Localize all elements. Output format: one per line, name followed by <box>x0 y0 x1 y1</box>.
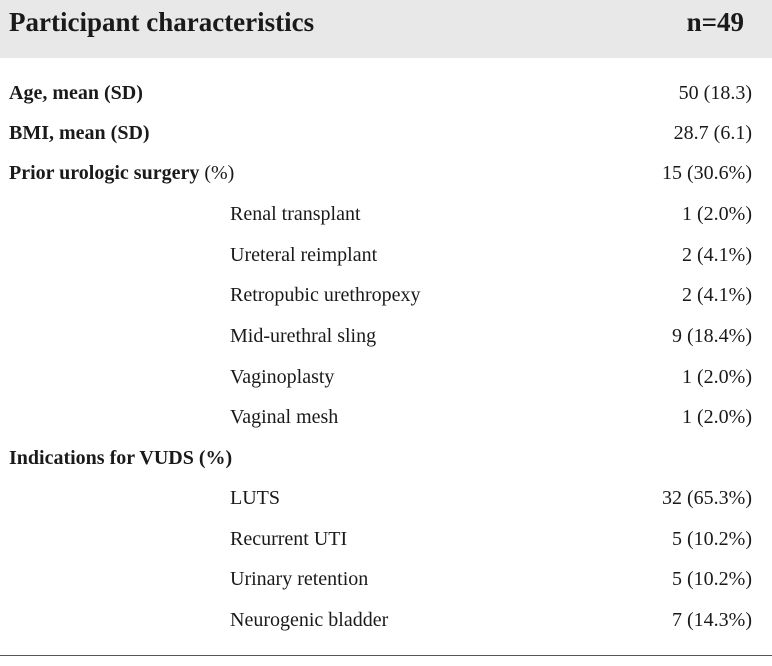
row-value: 2 (4.1%) <box>682 244 752 266</box>
row-value: 7 (14.3%) <box>672 609 752 631</box>
row-value: 9 (18.4%) <box>672 325 752 347</box>
table-row <box>0 397 772 438</box>
table-row <box>0 478 772 519</box>
row-label: Renal transplant <box>230 203 361 225</box>
header-sample-size: n=49 <box>686 7 744 37</box>
row-label: Vaginoplasty <box>230 366 335 388</box>
row-value: 5 (10.2%) <box>672 528 752 550</box>
table-row <box>0 438 772 479</box>
row-value: 1 (2.0%) <box>682 203 752 225</box>
row-label: Retropubic urethropexy <box>230 284 421 306</box>
table-row <box>0 113 772 154</box>
table-row <box>0 153 772 194</box>
row-value: 32 (65.3%) <box>662 487 752 509</box>
row-label: Ureteral reimplant <box>230 244 378 266</box>
row-label: Recurrent UTI <box>230 528 348 550</box>
table-row <box>0 194 772 235</box>
row-label: Indications for VUDS (%) <box>9 447 233 469</box>
row-label: Mid-urethral sling <box>230 325 377 347</box>
row-label: Urinary retention <box>230 568 369 590</box>
row-label: Age, mean (SD) <box>9 82 143 104</box>
row-label: LUTS <box>230 487 280 509</box>
row-label: Vaginal mesh <box>230 406 339 428</box>
table-row <box>0 357 772 398</box>
row-value: 1 (2.0%) <box>682 366 752 388</box>
table-row <box>0 235 772 276</box>
row-label: BMI, mean (SD) <box>9 122 150 144</box>
table-row <box>0 559 772 600</box>
table-row <box>0 73 772 114</box>
row-value: 50 (18.3) <box>678 82 752 104</box>
row-value: 15 (30.6%) <box>662 162 752 184</box>
table-row <box>0 316 772 357</box>
row-value: 2 (4.1%) <box>682 284 752 306</box>
table-row <box>0 275 772 316</box>
table-row <box>0 519 772 560</box>
row-value: 1 (2.0%) <box>682 406 752 428</box>
header-title: Participant characteristics <box>9 7 315 37</box>
bottom-rule <box>0 655 772 656</box>
row-label: Neurogenic bladder <box>230 609 389 631</box>
row-label: Prior urologic surgery (%) <box>9 162 235 184</box>
row-value: 5 (10.2%) <box>672 568 752 590</box>
row-value: 28.7 (6.1) <box>673 122 752 144</box>
table-row <box>0 600 772 641</box>
